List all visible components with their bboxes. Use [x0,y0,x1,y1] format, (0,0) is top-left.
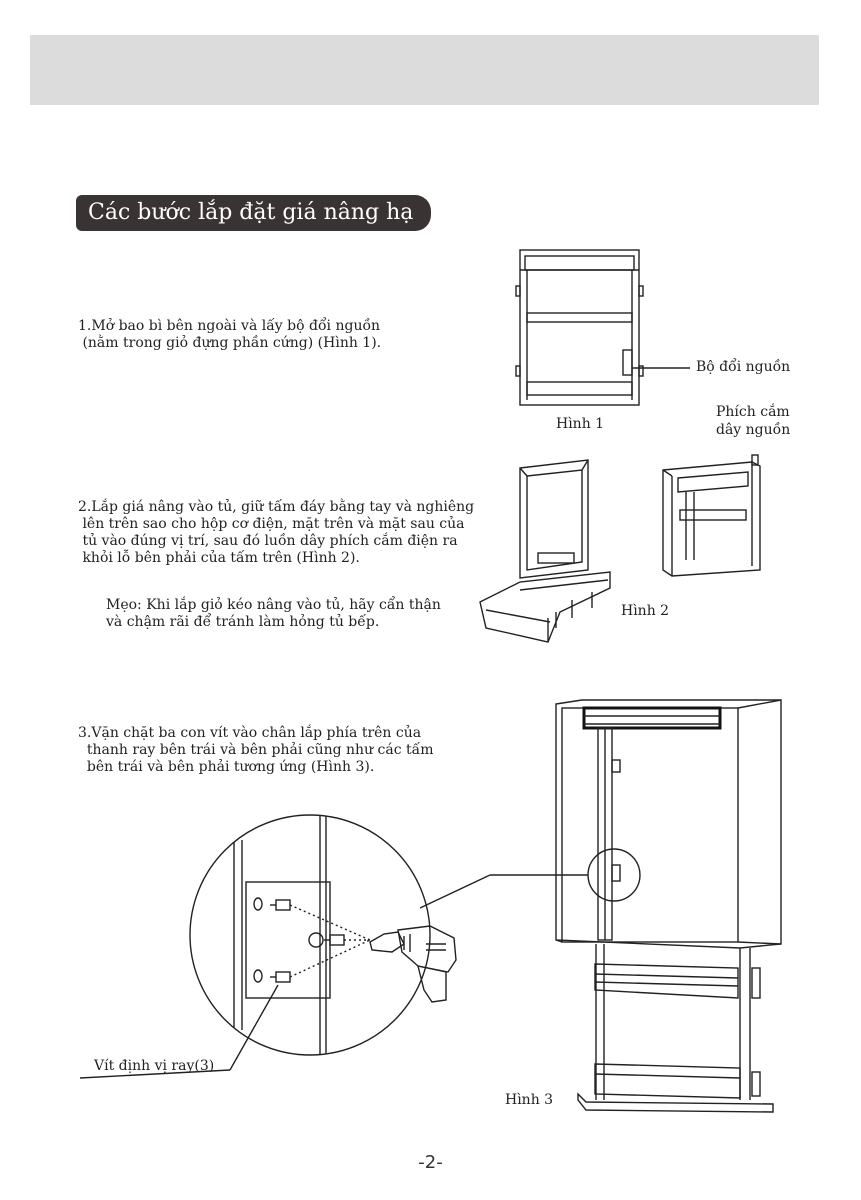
fig2-plug-label-line-2: dây nguồn [716,422,791,438]
fig1-adapter-label: Bộ đổi nguồn [696,359,791,375]
page-number: -2- [418,1152,443,1173]
step-3-line-3: bên trái và bên phải tương ứng (Hình 3). [78,759,375,775]
step-3-line-1: 3.Vặn chặt ba con vít vào chân lắp phía trên của [78,725,422,741]
step-2-line-4: khỏi lỗ bên phải của tấm trên (Hình 2). [78,550,360,566]
cabinet-with-lift-rack [420,700,781,1112]
fig3-screw-label: Vít định vị ray(3) [94,1058,215,1074]
screw-detail-magnified [80,815,430,1078]
screw-icon [324,935,344,945]
step-1-line-1: 1.Mở bao bì bên ngoài và lấy bộ đổi nguồn [78,318,381,334]
fig1-caption: Hình 1 [556,416,605,432]
power-drill-icon [370,926,456,1002]
fig2-caption: Hình 2 [621,603,670,619]
step-1-line-2: (nằm trong giỏ đựng phần cứng) (Hình 1). [78,335,382,351]
screw-icon [270,972,290,982]
step-2-line-1: 2.Lắp giá nâng vào tủ, giữ tấm đáy bằng tay và nghiêng [78,499,475,515]
step-2-line-2: lên trên sao cho hộp cơ điện, mặt trên và mặt sau của [78,516,465,532]
screw-icon [270,900,290,910]
step-2-line-3: tủ vào đúng vị trí, sau đó luồn dây phích cắm điện ra [78,533,458,549]
step-3-line-2: thanh ray bên trái và bên phải cũng như các tấm [78,742,434,758]
tip-line-2: và chậm rãi để tránh làm hỏng tủ bếp. [106,614,380,630]
fig2-plug-label-line-1: Phích cắm [716,404,790,420]
section-title: Các bước lắp đặt giá nâng hạ [76,195,431,231]
tip-line-1: Mẹo: Khi lắp giỏ kéo nâng vào tủ, hãy cẩn thận [106,597,441,613]
fig3-caption: Hình 3 [505,1092,554,1108]
